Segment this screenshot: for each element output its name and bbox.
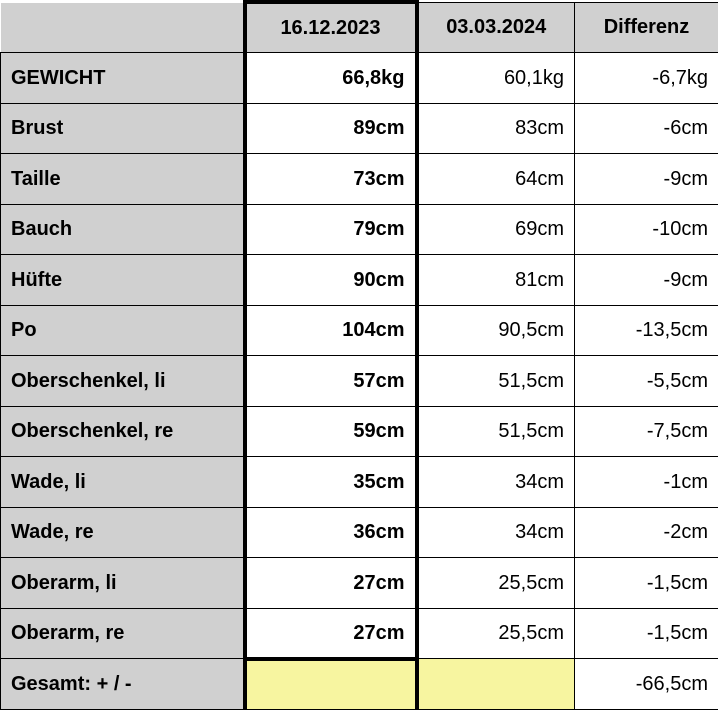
row-value-difference: -2cm [575, 507, 718, 558]
row-value-difference: -1,5cm [575, 558, 718, 609]
row-label: Brust [1, 103, 245, 154]
header-corner-cell [1, 2, 245, 53]
row-label: Wade, re [1, 507, 245, 558]
row-value-date-2: 90,5cm [417, 305, 575, 356]
table-row [1, 608, 718, 659]
row-value-date-1: 27cm [245, 558, 417, 609]
total-value-date-2 [417, 659, 575, 710]
table-header [1, 2, 718, 53]
row-value-date-2: 81cm [417, 255, 575, 306]
row-value-date-2: 25,5cm [417, 608, 575, 659]
row-value-date-2: 34cm [417, 507, 575, 558]
row-value-difference: -9cm [575, 154, 718, 205]
row-label: Taille [1, 154, 245, 205]
row-value-date-1: 27cm [245, 608, 417, 659]
row-value-difference: -9cm [575, 255, 718, 306]
row-value-date-1: 79cm [245, 204, 417, 255]
row-value-difference: -1,5cm [575, 608, 718, 659]
header-difference: Differenz [575, 2, 718, 53]
row-value-date-1: 89cm [245, 103, 417, 154]
row-value-date-1: 90cm [245, 255, 417, 306]
total-row [1, 659, 718, 710]
row-label: Hüfte [1, 255, 245, 306]
row-value-date-1: 66,8kg [245, 53, 417, 104]
table-row [1, 406, 718, 457]
row-value-date-1: 36cm [245, 507, 417, 558]
row-label: Oberschenkel, li [1, 356, 245, 407]
row-value-date-1: 104cm [245, 305, 417, 356]
row-value-date-2: 51,5cm [417, 356, 575, 407]
table-row [1, 507, 718, 558]
row-label: Po [1, 305, 245, 356]
row-value-date-2: 25,5cm [417, 558, 575, 609]
row-label: Oberschenkel, re [1, 406, 245, 457]
row-value-date-1: 35cm [245, 457, 417, 508]
row-label: Wade, li [1, 457, 245, 508]
row-value-difference: -7,5cm [575, 406, 718, 457]
row-value-date-2: 34cm [417, 457, 575, 508]
total-value-difference: -66,5cm [575, 659, 718, 710]
row-value-difference: -13,5cm [575, 305, 718, 356]
table-row [1, 53, 718, 104]
row-value-difference: -5,5cm [575, 356, 718, 407]
table-row [1, 356, 718, 407]
table-row [1, 103, 718, 154]
row-label: GEWICHT [1, 53, 245, 104]
row-value-date-2: 83cm [417, 103, 575, 154]
total-label: Gesamt: + / - [1, 659, 245, 710]
table-row [1, 305, 718, 356]
header-date-1: 16.12.2023 [245, 2, 417, 53]
row-value-date-2: 64cm [417, 154, 575, 205]
row-label: Bauch [1, 204, 245, 255]
row-label: Oberarm, li [1, 558, 245, 609]
table-row [1, 558, 718, 609]
table-body [1, 53, 718, 710]
table-row [1, 154, 718, 205]
row-value-date-2: 60,1kg [417, 53, 575, 104]
row-value-difference: -1cm [575, 457, 718, 508]
row-value-difference: -6,7kg [575, 53, 718, 104]
row-value-date-1: 57cm [245, 356, 417, 407]
table-row [1, 204, 718, 255]
row-value-date-1: 73cm [245, 154, 417, 205]
table-row [1, 457, 718, 508]
header-date-2: 03.03.2024 [417, 2, 575, 53]
row-value-date-1: 59cm [245, 406, 417, 457]
row-value-date-2: 51,5cm [417, 406, 575, 457]
row-value-date-2: 69cm [417, 204, 575, 255]
total-value-date-1 [245, 659, 417, 710]
row-value-difference: -6cm [575, 103, 718, 154]
row-value-difference: -10cm [575, 204, 718, 255]
row-label: Oberarm, re [1, 608, 245, 659]
table-row [1, 255, 718, 306]
header-row [1, 2, 718, 53]
